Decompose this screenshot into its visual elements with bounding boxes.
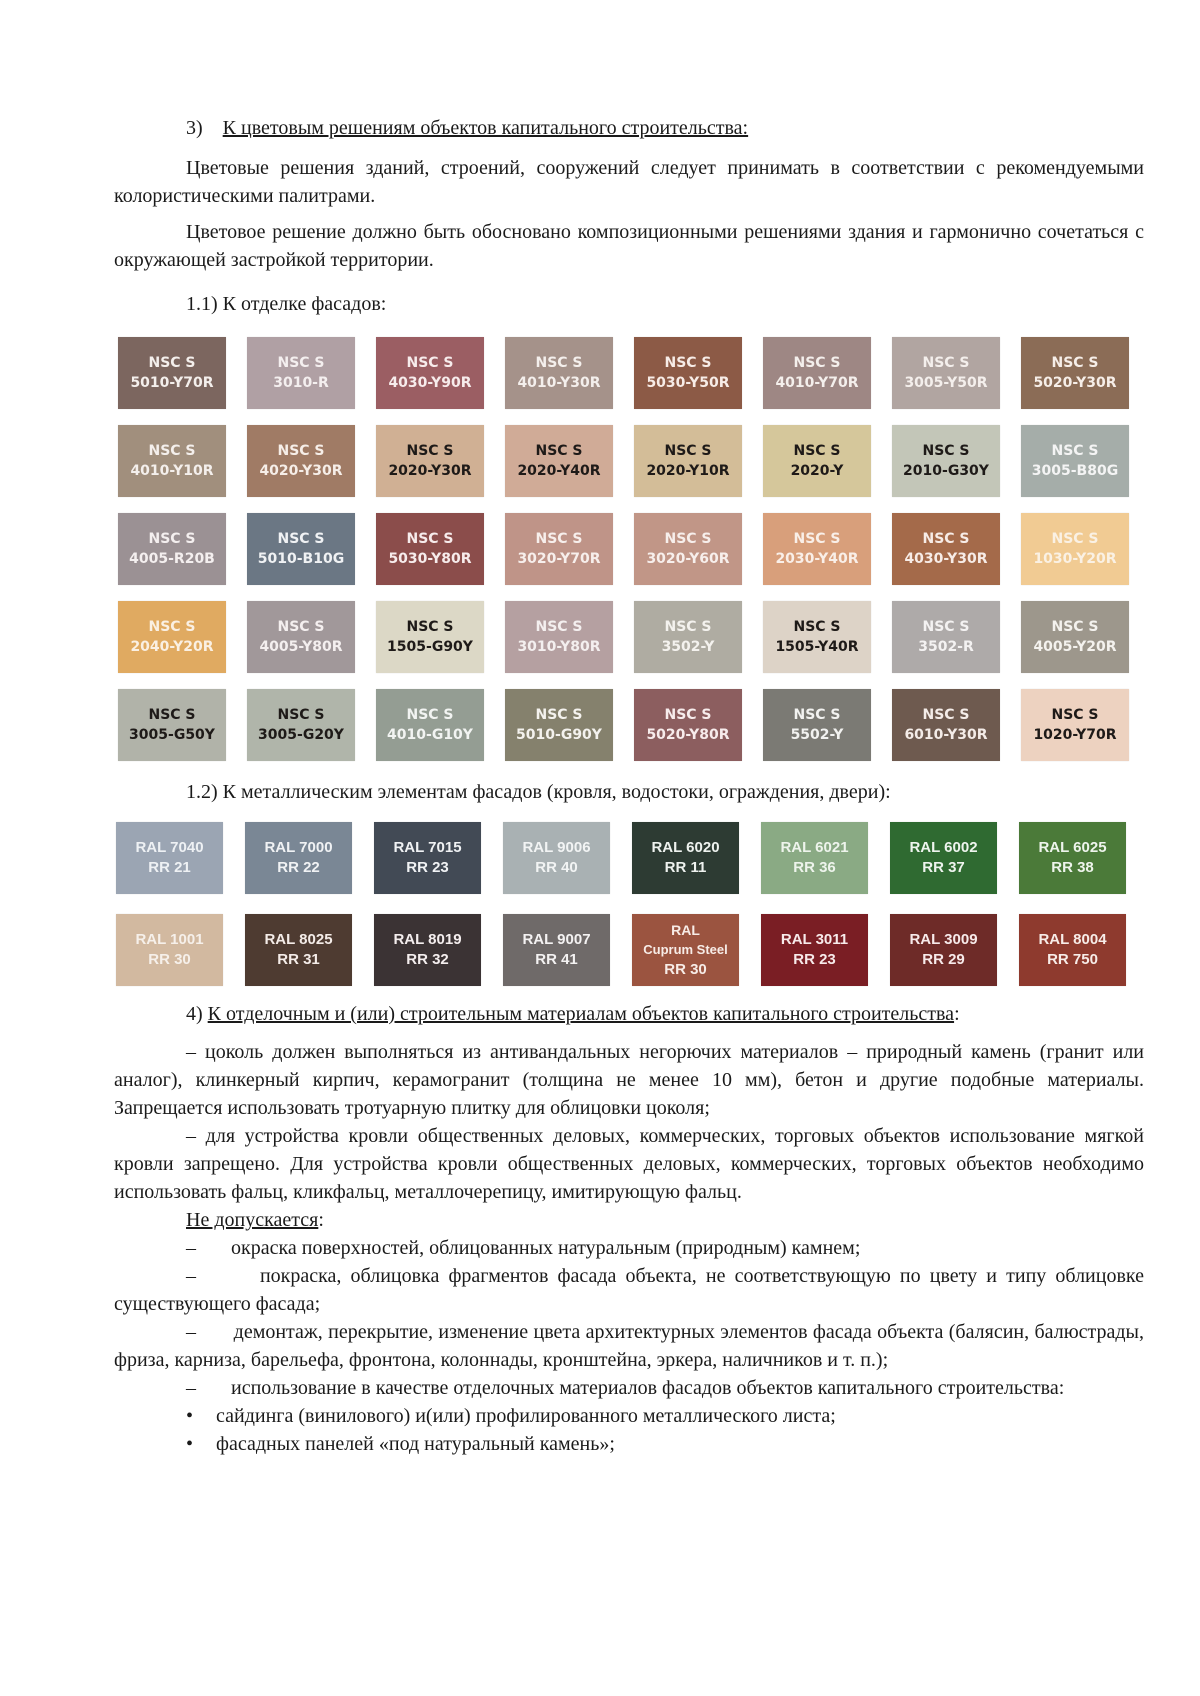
nsc-swatch: [634, 513, 742, 585]
metal-elements-title: 1.2) К металлическим элементам фасадов (кровля, водостоки, ограждения, двери):: [186, 781, 891, 803]
swatch-label-2: 3005-B80G: [1031, 463, 1119, 479]
swatch-label-2: 5010-G90Y: [516, 727, 602, 743]
nsc-swatch: [505, 601, 613, 673]
swatch-label-1: NSC S: [406, 355, 454, 371]
swatch-label-2: 4005-Y20R: [1033, 639, 1117, 655]
prohibited-item: [114, 1234, 1144, 1262]
prohibited-materials-list: [114, 1402, 1144, 1458]
requirement-text: цоколь должен выполняться из антивандальных негорючих материалов – природный камень (гранит или аналог), клинкерный кирпич, керамогранит (толщина не менее 10 мм), бетон и другие подобные материалы. Запрещается использовать тротуарную плитку для облицовки цоколя;: [114, 1041, 1144, 1119]
swatch-label-2: 5030-Y80R: [388, 551, 472, 567]
swatch-label-2: RR 32: [406, 951, 449, 968]
section-4-title-end: :: [954, 1003, 960, 1025]
swatch-label-2: 4020-Y30R: [259, 463, 343, 479]
swatch-label-1: NSC S: [535, 443, 583, 459]
ral-swatch: [116, 822, 223, 894]
swatch-label-2: 3005-Y50R: [904, 375, 988, 391]
swatch-label-2: 6010-Y30R: [904, 727, 988, 743]
dash-marker: –: [186, 1265, 196, 1287]
swatch-label-2: RR 11: [664, 859, 707, 876]
swatch-label-1: NSC S: [1051, 443, 1099, 459]
swatch-label-2: 5020-Y30R: [1033, 375, 1117, 391]
swatch-label-1: NSC S: [406, 707, 454, 723]
swatch-label-1: NSC S: [277, 443, 325, 459]
ral-color-palette: [116, 822, 1126, 986]
nsc-swatch: [763, 513, 871, 585]
nsc-swatch: [763, 689, 871, 761]
metal-elements-heading: [114, 778, 1200, 806]
dash-marker: –: [186, 1125, 196, 1147]
swatch-label-1: RAL 9007: [522, 931, 591, 948]
section-3-intro: [114, 154, 1144, 282]
swatch-label-2: 1030-Y20R: [1033, 551, 1117, 567]
swatch-label-1: RAL 7040: [135, 839, 204, 856]
swatch-label-1: NSC S: [1051, 619, 1099, 635]
ral-swatch: [761, 822, 868, 894]
swatch-label-1: RAL 7015: [393, 839, 462, 856]
swatch-label-1: RAL 6020: [651, 839, 720, 856]
swatch-label-1: NSC S: [148, 443, 196, 459]
requirement-item: [114, 1122, 1144, 1206]
prohibited-item: [114, 1318, 1144, 1374]
nsc-swatch: [505, 689, 613, 761]
swatch-label-1: NSC S: [664, 707, 712, 723]
nsc-swatch: [118, 425, 226, 497]
prohibited-item: [114, 1374, 1144, 1402]
swatch-label-1: RAL 7000: [264, 839, 333, 856]
swatch-label-1: NSC S: [793, 355, 841, 371]
swatch-label-1: NSC S: [277, 531, 325, 547]
nsc-swatch: [118, 689, 226, 761]
swatch-label-2: 5502-Y: [790, 727, 844, 743]
swatch-label-1: NSC S: [793, 531, 841, 547]
swatch-label-1: RAL 3011: [780, 931, 849, 948]
swatch-label-1: NSC S: [535, 355, 583, 371]
swatch-label-1: NSC S: [535, 531, 583, 547]
nsc-swatch: [892, 689, 1000, 761]
swatch-label-1: RAL 9006: [522, 839, 591, 856]
prohibited-text: покраска, облицовка фрагментов фасада объекта, не соответствующую по цвету и типу облицовке существующего фасада;: [114, 1265, 1145, 1315]
swatch-label-1: NSC S: [148, 707, 196, 723]
list-item-text: сайдинга (винилового) и(или) профилированного металлического листа;: [216, 1405, 836, 1427]
nsc-swatch: [247, 689, 355, 761]
facade-finish-heading: [114, 290, 1200, 318]
swatch-label-2: RR 30: [148, 951, 191, 968]
swatch-label-2: 3020-Y70R: [517, 551, 601, 567]
swatch-label-1: RAL 8025: [264, 931, 333, 948]
ral-swatch: [632, 822, 739, 894]
prohibited-label: Не допускается: [186, 1209, 319, 1231]
list-item: [114, 1430, 1144, 1458]
ral-swatch: [374, 822, 481, 894]
swatch-label-1: NSC S: [793, 443, 841, 459]
swatch-label-1: NSC S: [148, 531, 196, 547]
swatch-label-2: 4010-Y70R: [775, 375, 859, 391]
swatch-label-2: 4005-Y80R: [259, 639, 343, 655]
swatch-label-1: NSC S: [922, 619, 970, 635]
nsc-swatch: [118, 337, 226, 409]
nsc-color-palette: [118, 337, 1129, 761]
ral-swatch: [1019, 914, 1126, 986]
swatch-label-1: NSC S: [406, 619, 454, 635]
swatch-label-1: NSC S: [277, 707, 325, 723]
swatch-label-2: 5010-B10G: [257, 551, 345, 567]
prohibited-text: использование в качестве отделочных материалов фасадов объектов капитального строительства:: [231, 1377, 1065, 1399]
requirement-text: для устройства кровли общественных деловых, коммерческих, торговых объектов использование мягкой кровли запрещено. Для устройства кровли общественных деловых, коммерческих, торговых объектов необходимо использовать фальц, кликфальц, металлочерепицу, имитирующую фальц.: [114, 1125, 1145, 1203]
swatch-label-1: NSC S: [148, 355, 196, 371]
nsc-swatch: [1021, 601, 1129, 673]
swatch-label-1: RAL: [671, 922, 700, 938]
swatch-label-1: NSC S: [1051, 531, 1099, 547]
nsc-swatch: [376, 425, 484, 497]
nsc-swatch: [505, 513, 613, 585]
swatch-label-2: 2020-Y: [790, 463, 844, 479]
swatch-label-1: NSC S: [664, 531, 712, 547]
swatch-label-2: Cuprum Steel: [643, 942, 728, 957]
swatch-label-1: RAL 8019: [393, 931, 462, 948]
intro-paragraph-1: Цветовые решения зданий, строений, сооружений следует принимать в соответствии с рекомендуемыми колористическими палитрами.: [114, 157, 1144, 207]
nsc-swatch: [1021, 337, 1129, 409]
swatch-label-2: 5030-Y50R: [646, 375, 730, 391]
prohibited-item: [114, 1262, 1144, 1318]
bullet-icon: •: [186, 1405, 194, 1427]
nsc-swatch: [1021, 425, 1129, 497]
ral-swatch: [890, 822, 997, 894]
facade-finish-title: 1.1) К отделке фасадов:: [186, 293, 387, 315]
nsc-swatch: [376, 337, 484, 409]
nsc-swatch: [247, 425, 355, 497]
swatch-label-2: RR 40: [535, 859, 578, 876]
nsc-swatch: [376, 601, 484, 673]
bullet-icon: •: [186, 1433, 194, 1455]
swatch-label-2: 2030-Y40R: [775, 551, 859, 567]
swatch-label-2: 4030-Y30R: [904, 551, 988, 567]
swatch-label-1: NSC S: [664, 355, 712, 371]
swatch-label-2: RR 38: [1051, 859, 1094, 876]
swatch-label-1: NSC S: [793, 707, 841, 723]
swatch-label-1: NSC S: [277, 355, 325, 371]
ral-swatch: [503, 822, 610, 894]
section-3-title: К цветовым решениям объектов капитального строительства:: [222, 117, 749, 139]
swatch-label-2: 1020-Y70R: [1033, 727, 1117, 743]
swatch-label-2: 3005-G50Y: [129, 727, 215, 743]
nsc-swatch: [1021, 689, 1129, 761]
swatch-label-1: RAL 6025: [1038, 839, 1107, 856]
nsc-swatch: [247, 337, 355, 409]
section-4-title: К отделочным и (или) строительным материалам объектов капитального строительства: [207, 1003, 955, 1025]
dash-marker: –: [186, 1321, 196, 1343]
intro-paragraph-2: Цветовое решение должно быть обосновано композиционными решениями здания и гармонично сочетаться с окружающей застройкой территории.: [114, 221, 1144, 271]
swatch-label-2: 2020-Y10R: [646, 463, 730, 479]
swatch-label-1: NSC S: [406, 531, 454, 547]
section-4-heading: [114, 1000, 1200, 1028]
swatch-label-1: RAL 8004: [1038, 931, 1107, 948]
ral-swatch: [761, 914, 868, 986]
swatch-label-2: RR 22: [277, 859, 320, 876]
nsc-swatch: [634, 601, 742, 673]
list-item-text: фасадных панелей «под натуральный камень»;: [216, 1433, 615, 1455]
nsc-swatch: [892, 425, 1000, 497]
swatch-label-1: RAL 3009: [909, 931, 978, 948]
section-3-heading: [114, 114, 1200, 142]
swatch-label-2: 3502-Y: [661, 639, 715, 655]
swatch-label-1: NSC S: [922, 531, 970, 547]
swatch-label-1: RAL 1001: [135, 931, 204, 948]
nsc-swatch: [892, 513, 1000, 585]
swatch-label-2: 4005-R20B: [129, 551, 215, 567]
swatch-label-2: RR 36: [793, 859, 836, 876]
list-item: [114, 1402, 1144, 1430]
swatch-label-2: RR 750: [1047, 951, 1098, 968]
nsc-swatch: [505, 425, 613, 497]
swatch-label-2: 3020-Y60R: [646, 551, 730, 567]
swatch-label-1: NSC S: [535, 619, 583, 635]
nsc-swatch: [376, 689, 484, 761]
swatch-label-2: RR 23: [793, 951, 836, 968]
section-4-number: 4): [186, 1003, 203, 1025]
swatch-label-2: 3010-R: [273, 375, 329, 391]
ral-swatch: [632, 914, 739, 986]
swatch-label-1: NSC S: [406, 443, 454, 459]
swatch-label-2: 4010-G10Y: [387, 727, 473, 743]
ral-swatch: [503, 914, 610, 986]
nsc-swatch: [118, 601, 226, 673]
swatch-label-1: RAL 6002: [909, 839, 978, 856]
swatch-label-2: 5020-Y80R: [646, 727, 730, 743]
swatch-label-1: NSC S: [535, 707, 583, 723]
swatch-label-2: RR 21: [148, 859, 191, 876]
swatch-label-2: RR 37: [922, 859, 965, 876]
nsc-swatch: [634, 425, 742, 497]
dash-marker: –: [186, 1377, 196, 1399]
swatch-label-2: RR 29: [922, 951, 965, 968]
requirement-item: [114, 1038, 1144, 1122]
nsc-swatch: [763, 601, 871, 673]
swatch-label-1: NSC S: [664, 443, 712, 459]
prohibited-text: окраска поверхностей, облицованных натуральным (природным) камнем;: [231, 1237, 861, 1259]
dash-marker: –: [186, 1041, 196, 1063]
swatch-label-2: 4010-Y30R: [517, 375, 601, 391]
swatch-label-2: RR 31: [277, 951, 320, 968]
ral-swatch: [245, 822, 352, 894]
swatch-label-2: 2010-G30Y: [903, 463, 989, 479]
nsc-swatch: [376, 513, 484, 585]
swatch-label-2: 2020-Y40R: [517, 463, 601, 479]
nsc-swatch: [892, 601, 1000, 673]
ral-swatch: [890, 914, 997, 986]
swatch-label-2: 2040-Y20R: [130, 639, 214, 655]
prohibited-text: демонтаж, перекрытие, изменение цвета архитектурных элементов фасада объекта (балясин, балюстрады, фриза, карниза, барельефа, фронтона, колоннады, кронштейна, эркера, наличников и т. п.);: [114, 1321, 1144, 1371]
nsc-swatch: [763, 337, 871, 409]
swatch-label-1: NSC S: [664, 619, 712, 635]
swatch-label-2: 4010-Y10R: [130, 463, 214, 479]
swatch-label-2: RR 41: [535, 951, 578, 968]
nsc-swatch: [247, 513, 355, 585]
swatch-label-1: NSC S: [148, 619, 196, 635]
swatch-label-1: NSC S: [277, 619, 325, 635]
ral-swatch: [1019, 822, 1126, 894]
swatch-label-1: NSC S: [1051, 355, 1099, 371]
prohibited-heading: [114, 1206, 1144, 1234]
nsc-swatch: [892, 337, 1000, 409]
nsc-swatch: [118, 513, 226, 585]
swatch-label-3: RR 30: [664, 961, 707, 978]
swatch-label-2: 3005-G20Y: [258, 727, 344, 743]
swatch-label-1: NSC S: [922, 355, 970, 371]
ral-swatch: [245, 914, 352, 986]
nsc-swatch: [1021, 513, 1129, 585]
section-4-body: [114, 1038, 1144, 1458]
ral-swatch: [374, 914, 481, 986]
swatch-label-2: 1505-Y40R: [775, 639, 859, 655]
nsc-swatch: [247, 601, 355, 673]
nsc-swatch: [634, 337, 742, 409]
ral-swatch: [116, 914, 223, 986]
section-3-number: 3): [186, 117, 203, 139]
nsc-swatch: [763, 425, 871, 497]
swatch-label-1: NSC S: [793, 619, 841, 635]
nsc-swatch: [505, 337, 613, 409]
swatch-label-1: NSC S: [922, 707, 970, 723]
swatch-label-2: 4030-Y90R: [388, 375, 472, 391]
swatch-label-2: 3010-Y80R: [517, 639, 601, 655]
swatch-label-1: NSC S: [1051, 707, 1099, 723]
nsc-swatch: [634, 689, 742, 761]
swatch-label-2: 1505-G90Y: [387, 639, 473, 655]
swatch-label-2: 2020-Y30R: [388, 463, 472, 479]
swatch-label-1: NSC S: [922, 443, 970, 459]
swatch-label-2: 3502-R: [918, 639, 974, 655]
swatch-label-1: RAL 6021: [780, 839, 849, 856]
dash-marker: –: [186, 1237, 196, 1259]
swatch-label-2: 5010-Y70R: [130, 375, 214, 391]
prohibited-label-end: :: [318, 1209, 324, 1231]
swatch-label-2: RR 23: [406, 859, 449, 876]
